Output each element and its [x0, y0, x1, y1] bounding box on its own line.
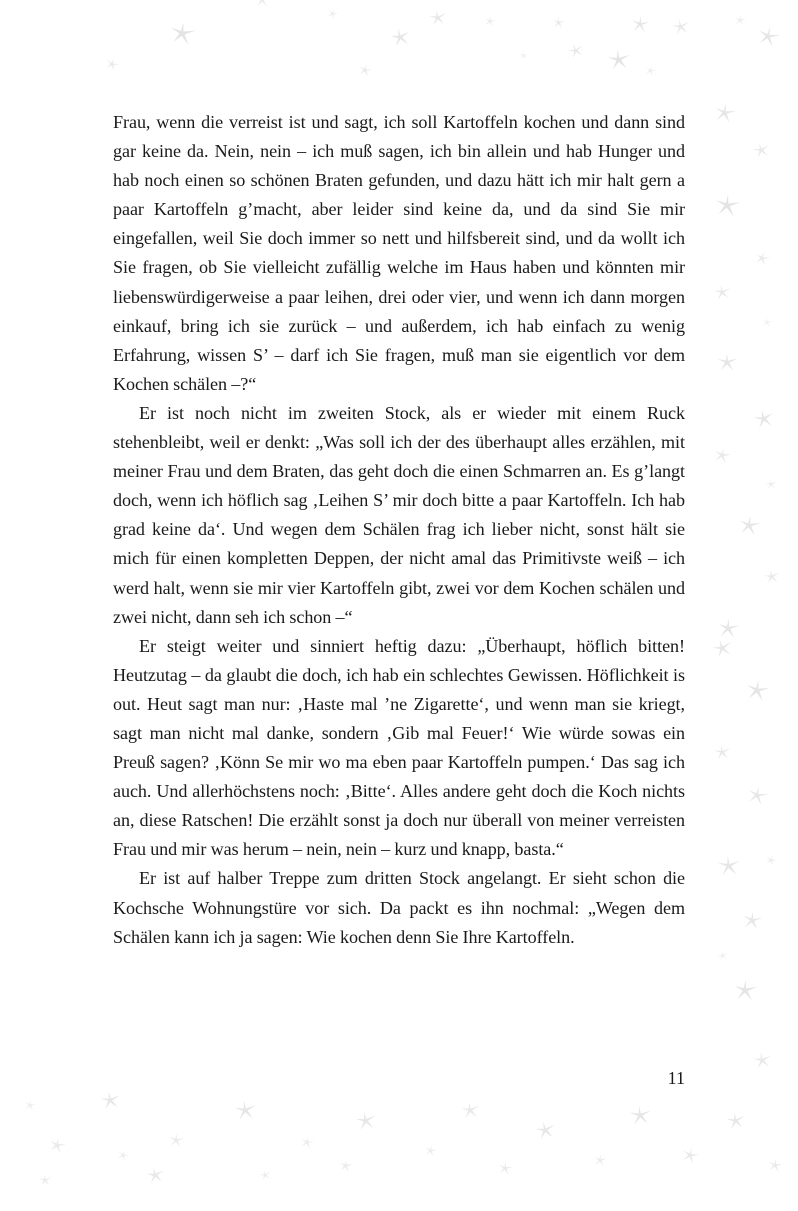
- star-icon: [711, 189, 744, 222]
- star-icon: [714, 947, 729, 962]
- star-icon: [550, 14, 566, 30]
- star-icon: [707, 633, 737, 663]
- page-number: 11: [667, 1068, 685, 1088]
- star-icon: [678, 1143, 703, 1168]
- star-icon: [482, 13, 498, 29]
- paragraph: Frau, wenn die verreist ist und sagt, ich soll Kartoffeln kochen und dann sind gar keine da. Nein, nein – ich muß sagen, ich bin allein und hab Hunger und hab noch einen so schönen Braten gefunden, und dazu hätt ich mir halt gern a paar Kartoffeln g’macht, aber leider sind keine da, und da sind Sie mir eingefallen, weil Sie doch immer so nett und hilfsbereit sind, und da wollt ich Sie fragen, ob Sie vielleicht zufällig welche im Haus haben und könnten mir liebenswürdigerweise a paar leihen, drei oder vier, und wenn ich dann morgen einkauf, bring ich sie zurück – und außerdem, ich hab einfach zu wenig Erfahrung, wissen S’ – darf ich Sie fragen, muß man sie eigentlich vor dem Kochen schälen –?“: [113, 112, 685, 394]
- star-icon: [458, 1098, 483, 1123]
- paragraph: Er ist noch nicht im zweiten Stock, als er wieder mit einem Ruck stehenbleibt, weil er denkt: „Was soll ich der des überhaupt alles erzählen, mit meiner Frau und dem Braten, das geht doch die einen Schmarren an. Es g’langt doch, wenn ich höflich sag ‚Leihen S’ mir doch bitte a paar Kartoffeln. Ich hab grad keine da‘. Und wegen dem Schälen frag ich lieber nicht, sonst hält sie mich für einen kompletten Deppen, der nicht amal das Primitivste weiß – ich werd halt, wenn sie mir vier Kartoffeln gibt, zwei vor dem Kochen schälen und zwei nicht, dann seh ich schon –“: [113, 402, 685, 627]
- star-icon: [257, 1167, 274, 1184]
- star-icon: [715, 350, 739, 374]
- star-icon: [628, 12, 652, 36]
- star-icon: [743, 781, 772, 810]
- paragraph: Er steigt weiter und sinniert heftig dazu: „Überhaupt, höflich bitten! Heutzutag – da glaubt die doch, ich hab ein schlechtes Gewissen. Höflichkeit is out. Heut sagt man nur: ‚Haste mal ’ne Zigarette‘, und wenn man sie kriegt, sagt man nicht mal danke, sondern ‚Gib mal Feuer!‘ Wie würde sowas ein Preuß sagen? ‚Könn Se mir wo ma eben paar Kartoffeln pumpen.‘ Das sag ich auch. Und allerhöchstens noch: ‚Bitte‘. Alles andere geht doch die Koch nichts an, diese Ratschen! Die erzählt sonst ja doch nur überall von meiner verreisten Frau und mir was herum – nein, nein – kurz und knapp, basta.“: [113, 635, 685, 860]
- star-icon: [531, 1116, 559, 1144]
- star-icon: [714, 614, 742, 642]
- star-icon: [425, 5, 449, 29]
- star-icon: [765, 1155, 786, 1176]
- star-icon: [591, 1151, 608, 1168]
- star-icon: [749, 1047, 774, 1072]
- star-icon: [763, 476, 778, 491]
- star-icon: [733, 13, 748, 28]
- star-icon: [710, 443, 734, 467]
- paragraph: Er ist auf halber Treppe zum dritten Stock angelangt. Er sieht schon die Kochsche Wohnungstüre vor sich. Da packt es ihn nochmal: „Wegen dem Schälen kann ich ja sagen: Wie kochen denn Sie Ihre Kartoffeln.: [113, 868, 685, 947]
- star-icon: [603, 44, 633, 74]
- star-icon: [518, 50, 529, 61]
- star-icon: [142, 1162, 167, 1187]
- star-icon: [253, 0, 271, 9]
- star-icon: [760, 565, 782, 587]
- star-icon: [351, 1106, 380, 1135]
- star-icon: [748, 403, 778, 433]
- star-icon: [22, 1097, 38, 1113]
- star-icon: [45, 1133, 69, 1157]
- star-icon: [495, 1158, 516, 1179]
- star-icon: [626, 1101, 654, 1129]
- body-text-column: [113, 108, 685, 952]
- star-icon: [165, 16, 199, 50]
- star-icon: [711, 741, 733, 763]
- star-icon: [749, 138, 773, 162]
- star-icon: [739, 907, 766, 934]
- star-icon: [297, 1132, 317, 1152]
- star-icon: [668, 14, 692, 38]
- star-icon: [335, 1155, 354, 1174]
- star-icon: [762, 851, 780, 869]
- star-icon: [722, 1107, 748, 1133]
- star-icon: [741, 674, 773, 706]
- star-icon: [324, 5, 341, 22]
- star-icon: [714, 851, 743, 880]
- star-icon: [642, 62, 658, 78]
- star-icon: [355, 60, 375, 80]
- star-icon: [760, 315, 774, 329]
- star-icon: [166, 1130, 186, 1150]
- star-icon: [734, 510, 763, 539]
- star-icon: [421, 1141, 439, 1159]
- star-icon: [231, 1096, 260, 1125]
- star-icon: [711, 281, 734, 304]
- star-icon: [96, 1086, 123, 1113]
- star-icon: [114, 1146, 132, 1164]
- star-icon: [563, 38, 587, 62]
- star-icon: [751, 247, 773, 269]
- star-icon: [386, 23, 414, 51]
- star-icon: [102, 54, 123, 75]
- star-icon: [36, 1171, 53, 1188]
- star-icon: [730, 975, 759, 1004]
- star-icon: [752, 20, 784, 52]
- star-icon: [710, 98, 739, 127]
